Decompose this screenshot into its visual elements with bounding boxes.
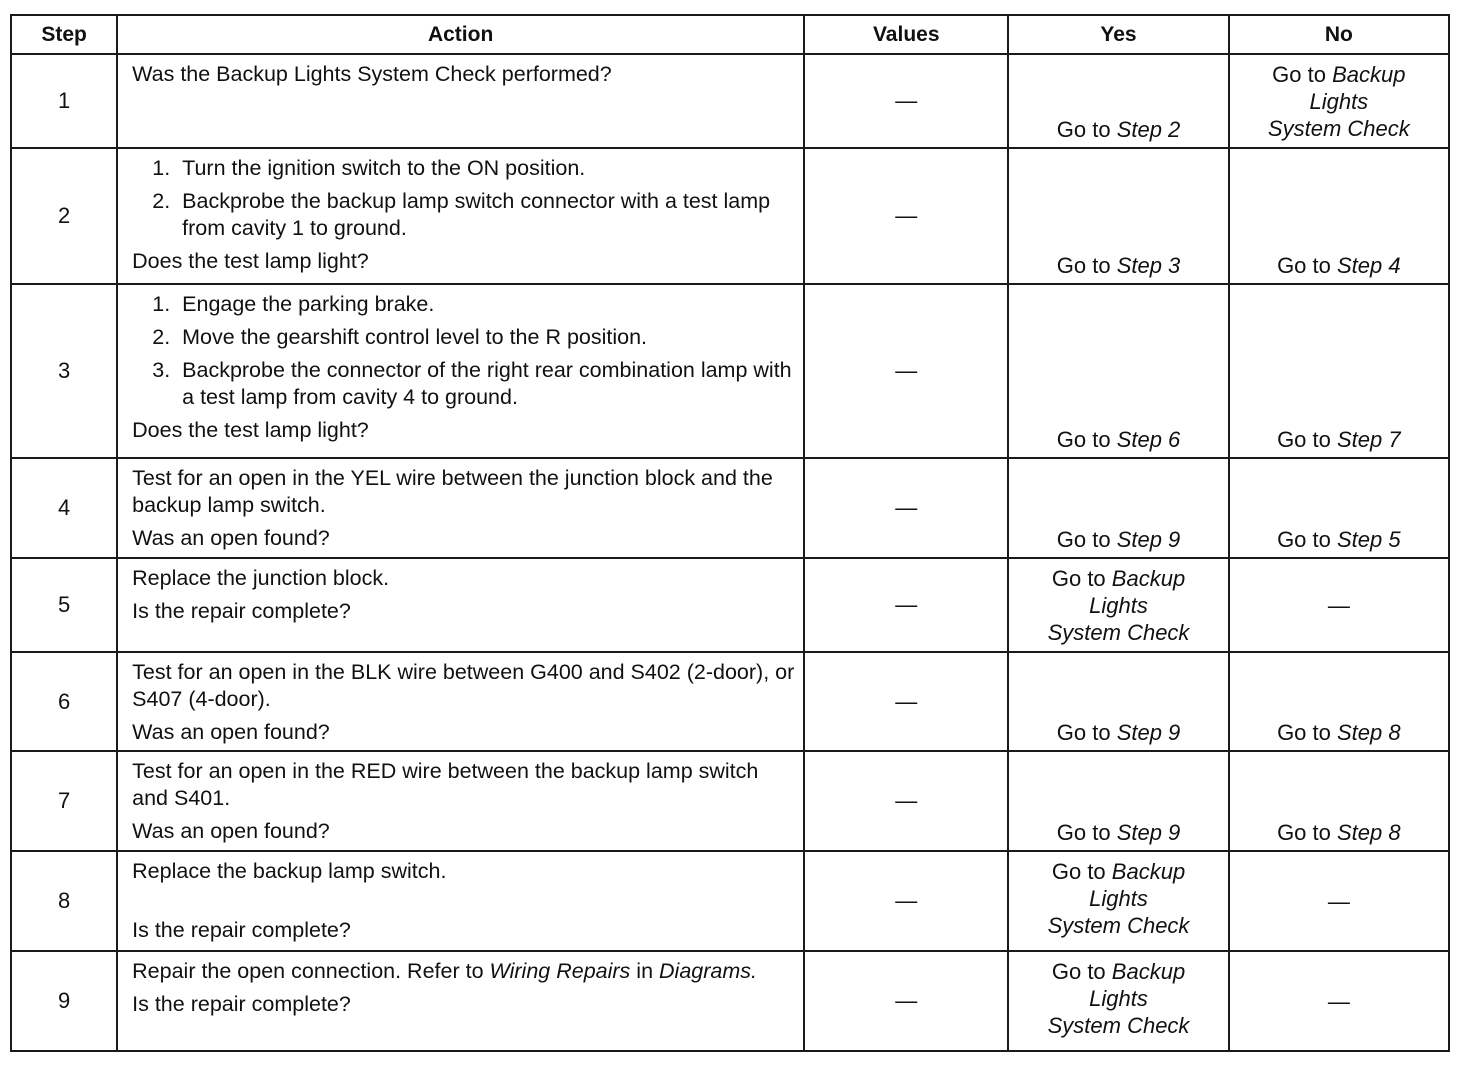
action-step: 1. Engage the parking brake. [176,291,795,318]
yes-target-link[interactable]: Step 2 [1116,117,1181,142]
no-cell [1229,284,1449,458]
step-number: 1 [11,54,117,148]
yes-prefix: Go to [1056,427,1111,452]
table-row [11,458,1449,558]
action-step: 3. Backprobe the connector of the right rear combination lamp with a test lamp from cavity 4 to ground. [176,357,795,411]
yes-prefix: Go to [1051,959,1106,984]
table-row [11,284,1449,458]
action-text-mid: in [636,959,654,983]
action-text: Was the Backup Lights System Check performed? [132,62,612,86]
value-cell: — [804,851,1008,951]
no-prefix: Go to [1277,527,1331,552]
value-cell: — [804,458,1008,558]
value-cell: — [804,148,1008,284]
header-yes: Yes [1008,15,1228,54]
action-text: Replace the junction block. [132,566,390,590]
yes-target-link-line1[interactable]: Backup [1111,959,1186,984]
yes-prefix: Go to [1056,253,1111,278]
step-number: 2 [11,148,117,284]
value-cell: — [804,284,1008,458]
yes-cell [1008,558,1228,652]
yes-cell [1008,284,1228,458]
yes-target-link-line2[interactable]: Lights [1089,986,1148,1011]
no-prefix: Go to [1277,427,1331,452]
value-cell: — [804,951,1008,1051]
yes-prefix: Go to [1051,566,1106,591]
yes-target-link[interactable]: Step 9 [1116,527,1181,552]
action-text-prefix: Repair the open connection. Refer to [132,959,484,983]
yes-target-link-line2[interactable]: Lights [1089,886,1148,911]
no-target-link[interactable]: Step 4 [1337,253,1401,278]
action-text: Test for an open in the YEL wire between the junction block and the backup lamp switch. [132,466,773,517]
value-cell: — [804,652,1008,751]
action-question: Was an open found? [132,526,330,550]
table-row [11,54,1449,148]
step-number: 9 [11,951,117,1051]
action-text: Replace the backup lamp switch. [132,859,447,883]
header-action: Action [117,15,804,54]
table-row [11,652,1449,751]
yes-target-link[interactable]: Step 3 [1116,253,1181,278]
yes-cell [1008,751,1228,851]
yes-cell [1008,458,1228,558]
header-no: No [1229,15,1449,54]
action-text [132,958,795,985]
action-question: Does the test lamp light? [132,418,369,442]
value-cell: — [804,751,1008,851]
yes-target-link-line2[interactable]: Lights [1089,593,1148,618]
no-target-link-line2[interactable]: Lights [1309,89,1369,114]
table-row [11,951,1449,1051]
yes-cell [1008,652,1228,751]
step-number: 8 [11,851,117,951]
yes-prefix: Go to [1051,859,1106,884]
yes-cell [1008,54,1228,148]
action-question: Is the repair complete? [132,918,351,942]
no-cell [1229,148,1449,284]
no-prefix: Go to [1277,720,1331,745]
no-target-link[interactable]: Step 7 [1337,427,1401,452]
no-target-link[interactable]: Step 8 [1337,820,1401,845]
action-cell [117,851,804,951]
no-target-link[interactable]: Step 5 [1337,527,1401,552]
yes-target-link-line1[interactable]: Backup [1111,859,1186,884]
value-cell: — [804,558,1008,652]
yes-target-link-line3[interactable]: System Check [1047,620,1190,645]
action-question: Is the repair complete? [132,599,351,623]
yes-target-link-line3[interactable]: System Check [1047,913,1190,938]
yes-cell [1008,148,1228,284]
yes-prefix: Go to [1056,720,1111,745]
action-question: Was an open found? [132,720,330,744]
no-target-link-line1[interactable]: Backup [1332,62,1406,87]
yes-cell [1008,951,1228,1051]
no-prefix: Go to [1272,62,1326,87]
action-cell [117,54,804,148]
action-cell [117,458,804,558]
no-cell [1229,652,1449,751]
no-cell: — [1229,851,1449,951]
table-row [11,148,1449,284]
no-cell [1229,458,1449,558]
value-cell: — [804,54,1008,148]
header-step: Step [11,15,117,54]
yes-target-link-line3[interactable]: System Check [1047,1013,1190,1038]
yes-target-link[interactable]: Step 9 [1116,720,1181,745]
no-cell [1229,751,1449,851]
yes-prefix: Go to [1056,820,1111,845]
action-cell [117,951,804,1051]
yes-target-link-line1[interactable]: Backup [1111,566,1186,591]
no-cell: — [1229,951,1449,1051]
table-row [11,558,1449,652]
diagrams-link[interactable]: Diagrams. [659,959,757,983]
action-steps [132,155,795,242]
step-number: 5 [11,558,117,652]
action-step: 1. Turn the ignition switch to the ON position. [176,155,795,182]
action-steps [132,291,795,411]
no-cell: — [1229,558,1449,652]
action-text: Test for an open in the RED wire between the backup lamp switch and S401. [132,759,759,810]
action-question: Does the test lamp light? [132,249,369,273]
no-prefix: Go to [1277,253,1331,278]
table-row [11,851,1449,951]
action-cell [117,652,804,751]
action-cell [117,558,804,652]
yes-prefix: Go to [1056,117,1111,142]
step-number: 3 [11,284,117,458]
action-step: 2. Backprobe the backup lamp switch connector with a test lamp from cavity 1 to ground. [176,188,795,242]
wiring-repairs-link[interactable]: Wiring Repairs [489,959,631,983]
action-cell [117,284,804,458]
action-spacer [132,885,795,911]
no-target-link-line3[interactable]: System Check [1267,116,1410,141]
table-row [11,751,1449,851]
yes-prefix: Go to [1056,527,1111,552]
step-number: 4 [11,458,117,558]
no-cell [1229,54,1449,148]
diagnostic-table [10,14,1450,1052]
header-row [11,15,1449,54]
action-step: 2. Move the gearshift control level to the R position. [176,324,795,351]
yes-target-link[interactable]: Step 6 [1116,427,1181,452]
action-text: Test for an open in the BLK wire between G400 and S402 (2-door), or S407 (4-door). [132,660,795,711]
action-question: Is the repair complete? [132,992,351,1016]
action-cell [117,751,804,851]
step-number: 6 [11,652,117,751]
no-prefix: Go to [1277,820,1331,845]
yes-target-link[interactable]: Step 9 [1116,820,1181,845]
header-values: Values [804,15,1008,54]
no-target-link[interactable]: Step 8 [1337,720,1401,745]
yes-cell [1008,851,1228,951]
action-cell [117,148,804,284]
step-number: 7 [11,751,117,851]
action-question: Was an open found? [132,819,330,843]
